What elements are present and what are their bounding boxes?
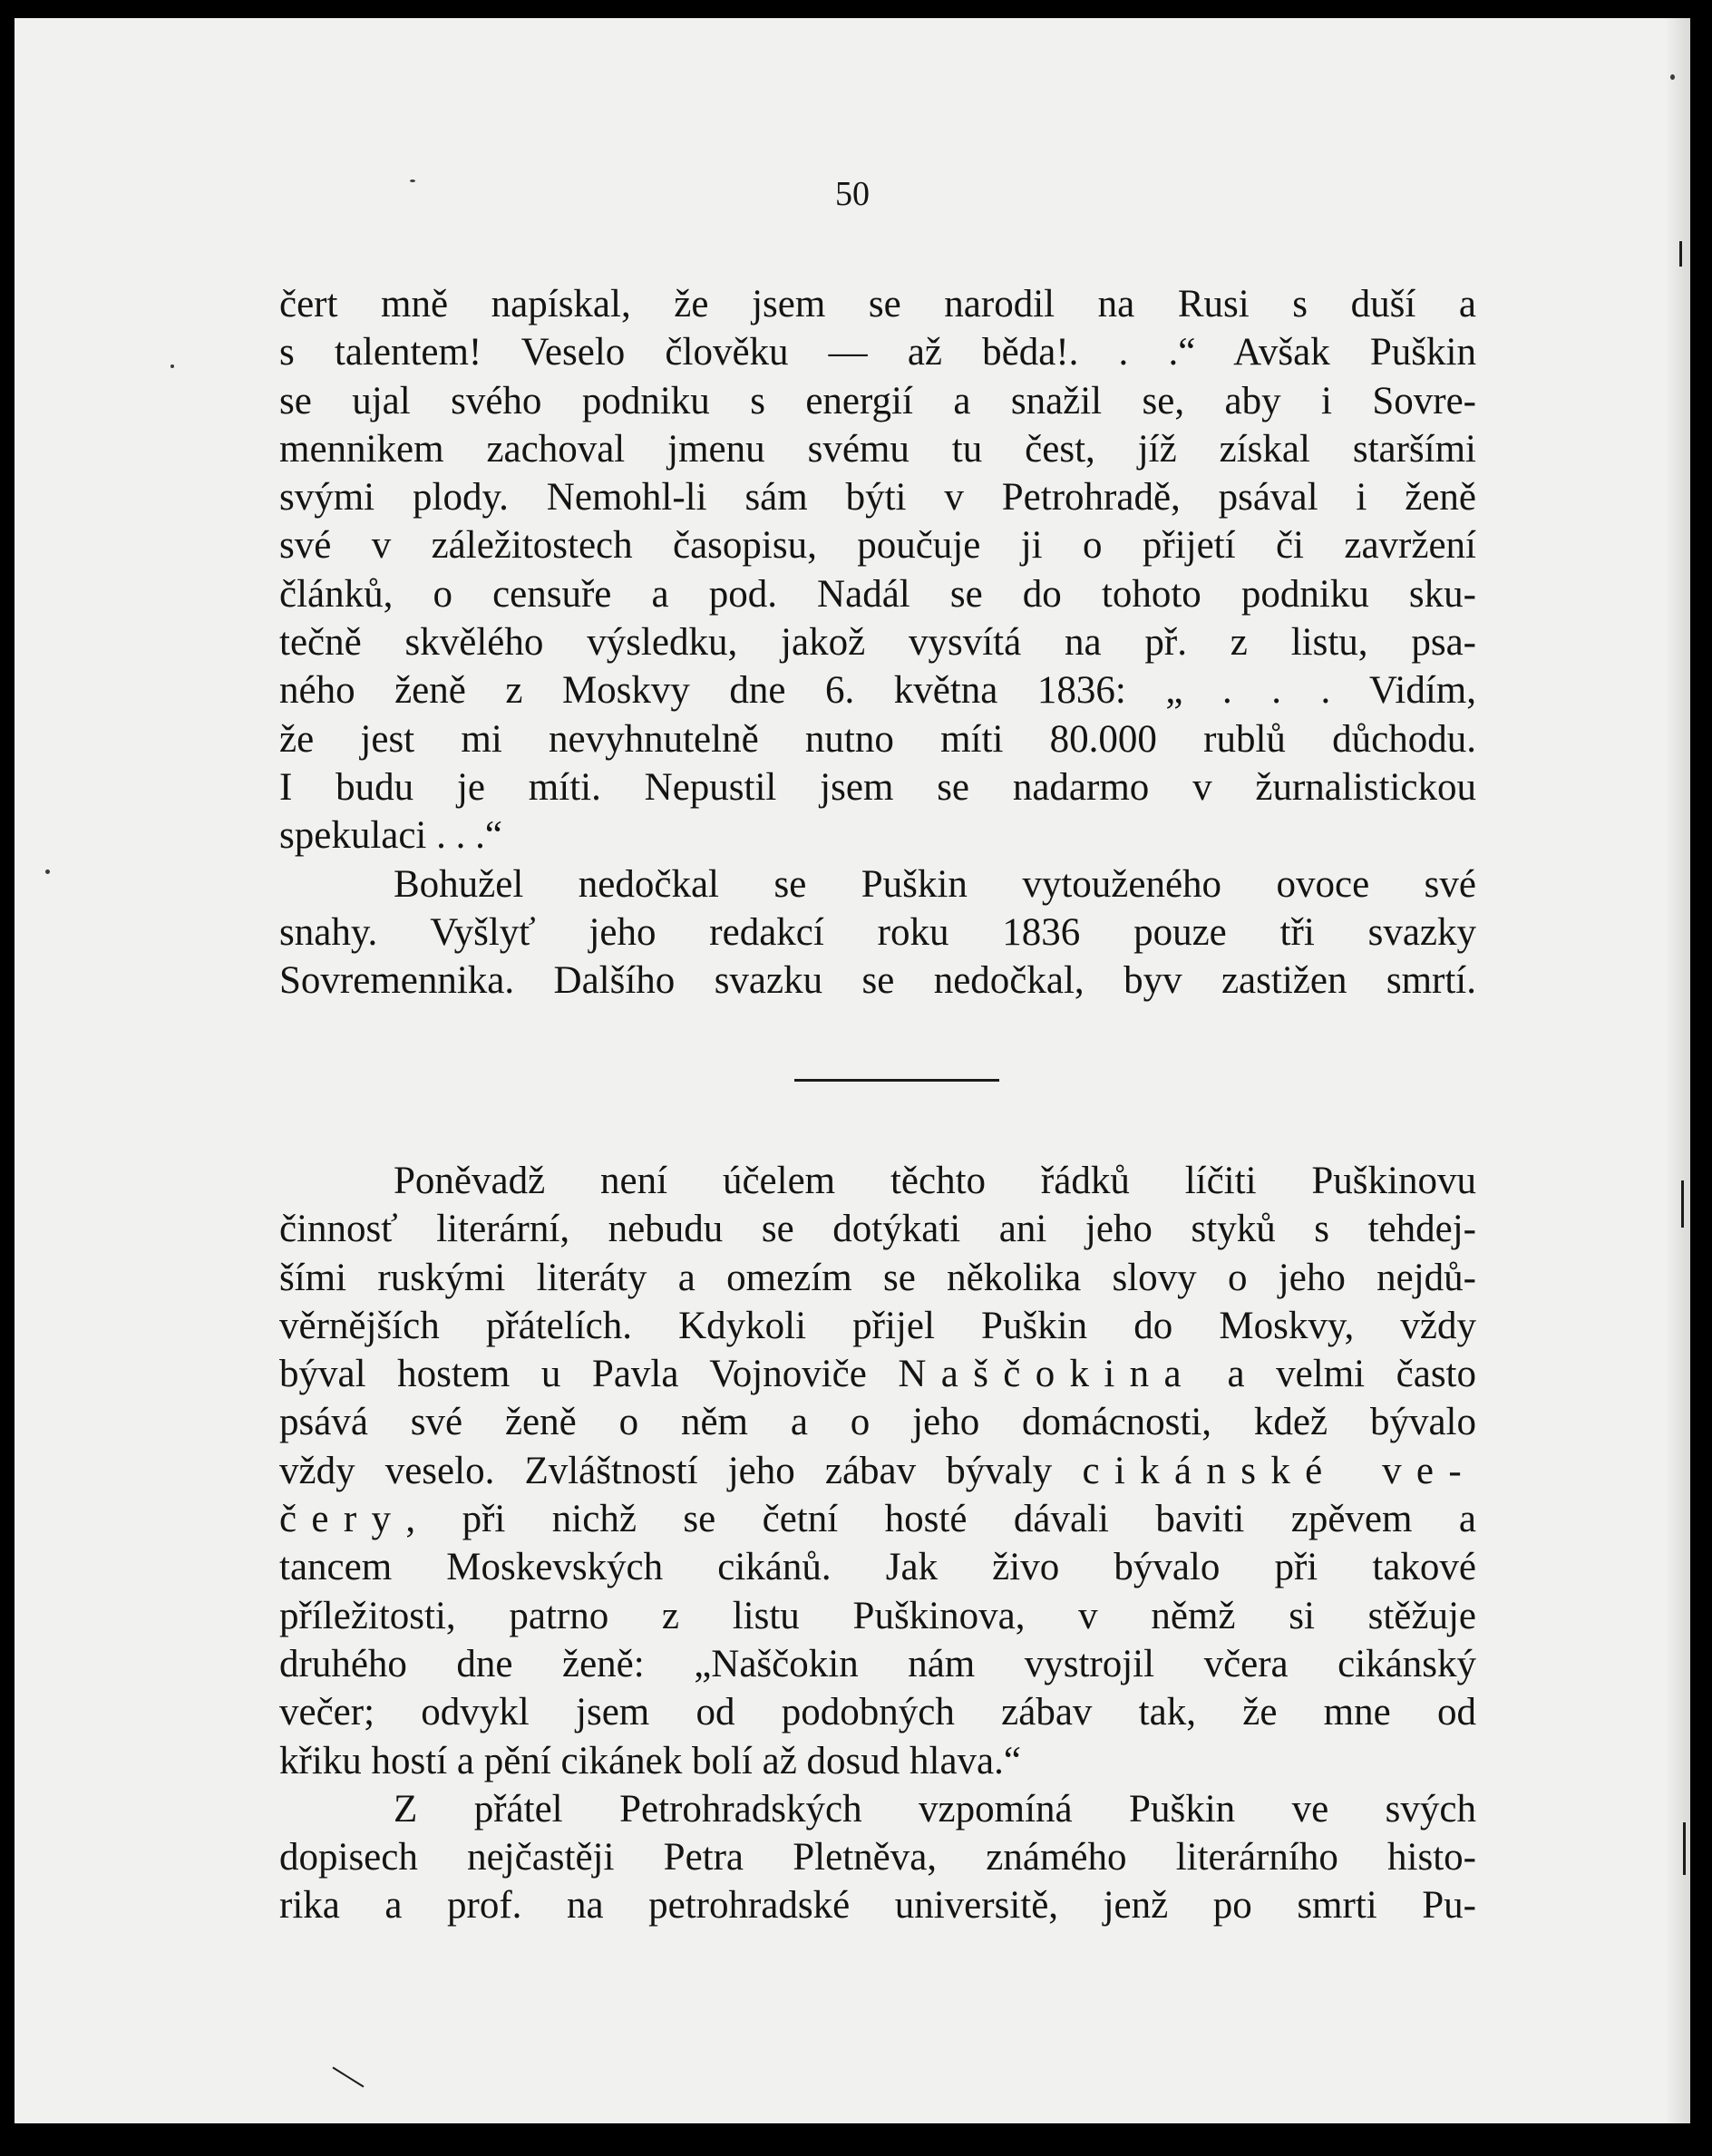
scan-speck — [410, 180, 415, 182]
text-line: rika a prof. na petrohradské universitě, jenž po smrti Pu- — [279, 1884, 1476, 1928]
scan-speck — [45, 869, 50, 874]
text-line: své v záležitostech časopisu, poučuje ji o přijetí či zavržení — [279, 524, 1476, 568]
text-line: Z přátel Petrohradských vzpomíná Puškin ve svých — [394, 1787, 1476, 1831]
text-run: a velmi často — [1195, 1353, 1476, 1396]
text-block-lower — [279, 1157, 1476, 1930]
text-run: býval hostem u Pavla Vojnoviče — [279, 1353, 899, 1396]
text-line: spekulaci . . .“ — [279, 814, 502, 858]
text-line: tancem Moskevských cikánů. Jak živo bývalo při takové — [279, 1546, 1476, 1589]
text-line — [279, 1447, 1476, 1495]
book-page — [15, 18, 1690, 2123]
text-run: vždy veselo. Zvláštností jeho zábav bývaly — [279, 1449, 1083, 1492]
text-line: večer; odvykl jsem od podobných zábav tak, že mne od — [279, 1691, 1476, 1734]
text-line: že jest mi nevyhnutelně nutno míti 80.000 rublů důchodu. — [279, 717, 1476, 761]
emphasized-term: cikánské ve- — [1082, 1449, 1476, 1492]
scan-edge-mark — [1679, 241, 1682, 267]
text-line: psává své ženě o něm a o jeho domácnosti, kdež bývalo — [279, 1401, 1476, 1444]
text-line: Sovremennika. Dalšího svazku se nedočkal, byv zastižen smrtí. — [279, 959, 1476, 1003]
text-line: tečně skvělého výsledku, jakož vysvítá na př. z listu, psa- — [279, 621, 1476, 665]
emphasized-term: čery — [279, 1498, 406, 1541]
text-line: šími ruskými literáty a omezím se několika slovy o jeho nejdů- — [279, 1256, 1476, 1299]
text-block-upper — [279, 280, 1476, 1005]
text-line: s talentem! Veselo člověku — až běda!. . .“ Avšak Puškin — [279, 331, 1476, 374]
text-line: článků, o censuře a pod. Nadál se do tohoto podniku sku- — [279, 572, 1476, 616]
text-run: , při nichž se četní hosté dávali baviti zpěvem a — [405, 1498, 1476, 1541]
text-line: I budu je míti. Nepustil jsem se nadarmo v žurnalistickou — [279, 765, 1476, 809]
scan-speck — [170, 364, 174, 368]
text-line: svými plody. Nemohl-li sám býti v Petrohradě, psával i ženě — [279, 476, 1476, 520]
text-line: se ujal svého podniku s energií a snažil se, aby i Sovre- — [279, 379, 1476, 422]
text-line: křiku hostí a pění cikánek bolí až dosud hlava.“ — [279, 1739, 1021, 1782]
text-line: mennikem zachoval jmenu svému tu čest, jíž získal staršími — [279, 427, 1476, 471]
text-line: druhého dne ženě: „Naščokin nám vystrojil včera cikánský — [279, 1642, 1476, 1685]
text-line — [279, 1495, 1476, 1543]
text-line: snahy. Vyšlyť jeho redakcí roku 1836 pouze tři svazky — [279, 910, 1476, 954]
page-edge-shadow — [1665, 18, 1690, 2123]
scan-speck — [1670, 74, 1675, 80]
text-line: Bohužel nedočkal se Puškin vytouženého ovoce své — [394, 862, 1476, 906]
scan-edge-mark — [333, 2067, 365, 2088]
text-line: dopisech nejčastěji Petra Pletněva, známého literárního histo- — [279, 1836, 1476, 1879]
text-line: čert mně napískal, že jsem se narodil na Rusi s duší a — [279, 283, 1476, 325]
text-line — [279, 1350, 1476, 1398]
text-line: ného ženě z Moskvy dne 6. května 1836: „ . . . Vidím, — [279, 669, 1476, 713]
emphasized-name: Naščokina — [898, 1353, 1196, 1396]
text-line: činnosť literární, nebudu se dotýkati ani jeho styků s tehdej- — [279, 1208, 1476, 1251]
scan-edge-mark — [1683, 1822, 1686, 1875]
text-line: příležitosti, patrno z listu Puškinova, v němž si stěžuje — [279, 1594, 1476, 1637]
scan-edge-mark — [1681, 1180, 1684, 1228]
section-divider — [794, 1079, 999, 1082]
text-line: Poněvadž není účelem těchto řádků líčiti Puškinovu — [394, 1160, 1476, 1202]
text-line: věrnějších přátelích. Kdykoli přijel Puškin do Moskvy, vždy — [279, 1304, 1476, 1347]
page-number: 50 — [835, 175, 870, 213]
